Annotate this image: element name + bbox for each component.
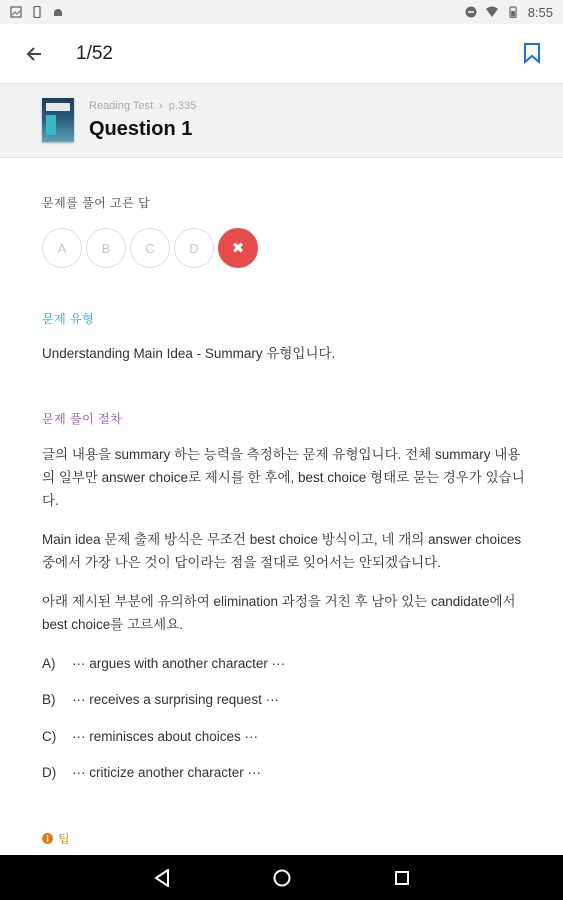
type-section-label: 문제 유형 <box>42 312 95 326</box>
choice-b[interactable]: B <box>86 228 126 268</box>
nav-home-icon <box>273 869 291 887</box>
option-item <box>42 729 258 744</box>
do-not-disturb-icon <box>465 6 477 18</box>
breadcrumb-section: Reading Test <box>89 100 154 112</box>
option-text: ··· criticize another character ··· <box>72 765 262 780</box>
choice-c[interactable]: C <box>130 228 170 268</box>
battery-icon <box>507 6 519 18</box>
wrong-answer-mark: ✖ <box>218 228 258 268</box>
breadcrumb-separator: › <box>159 100 163 112</box>
nav-back-icon <box>154 869 170 887</box>
procedure-paragraph-3: 아래 제시된 부분에 유의하여 elimination 과정을 거친 후 남아 있는 candidate에서 best choice를 고르세요. <box>42 594 516 632</box>
nav-recents-button[interactable] <box>372 855 432 900</box>
option-letter: D) <box>42 765 57 780</box>
option-item <box>42 692 279 707</box>
tip-label: 팁 <box>58 832 71 846</box>
image-notification-icon <box>10 6 22 18</box>
option-item <box>42 656 285 671</box>
nav-back-button[interactable] <box>132 855 192 900</box>
type-description: Understanding Main Idea - Summary 유형입니다. <box>42 346 336 361</box>
option-item <box>42 765 261 780</box>
nav-home-button[interactable] <box>252 855 312 900</box>
option-letter: C) <box>42 729 57 744</box>
option-letter: A) <box>42 656 56 671</box>
back-button[interactable] <box>16 36 52 72</box>
book-cover-thumbnail <box>42 98 74 142</box>
question-header <box>0 83 563 158</box>
status-bar <box>0 0 563 24</box>
app-bar <box>0 24 563 83</box>
wifi-icon <box>486 6 498 18</box>
procedure-section-label: 문제 풀이 절차 <box>42 412 123 426</box>
status-time: 8:55 <box>527 4 553 20</box>
question-title: Question 1 <box>89 118 193 140</box>
breadcrumb <box>89 100 196 112</box>
system-navigation-bar <box>0 855 563 900</box>
choice-a[interactable]: A <box>42 228 82 268</box>
nav-recents-icon <box>394 870 410 886</box>
answer-choices <box>42 228 258 268</box>
option-text: ··· argues with another character ··· <box>72 656 286 671</box>
android-notification-icon <box>52 6 64 18</box>
info-icon <box>42 833 53 844</box>
tip-section-label <box>42 830 70 847</box>
procedure-paragraph-1: 글의 내용을 summary 하는 능력을 측정하는 문제 유형입니다. 전체 summary 내용의 일부만 answer choice로 제시를 한 후에, best choice 형태로 묻는 경우가 있습니다. <box>42 447 525 508</box>
option-text: ··· receives a surprising request ··· <box>72 692 280 707</box>
bookmark-button[interactable] <box>517 38 547 68</box>
procedure-paragraph-2: Main idea 문제 출제 방식은 무조건 best choice 방식이고, 네 개의 answer choices 중에서 가장 나은 것이 답이라는 점을 절대로 잊어서는 안되겠습니다. <box>42 532 522 570</box>
breadcrumb-page: p.335 <box>168 100 197 112</box>
answer-section-label: 문제를 풀어 고른 답 <box>42 196 151 210</box>
question-counter: 1/52 <box>76 42 113 64</box>
phone-notification-icon <box>31 6 43 18</box>
back-arrow-icon <box>25 45 43 63</box>
bookmark-icon <box>523 42 541 64</box>
option-text: ··· reminisces about choices ··· <box>72 729 259 744</box>
option-letter: B) <box>42 692 56 707</box>
choice-d[interactable]: D <box>174 228 214 268</box>
